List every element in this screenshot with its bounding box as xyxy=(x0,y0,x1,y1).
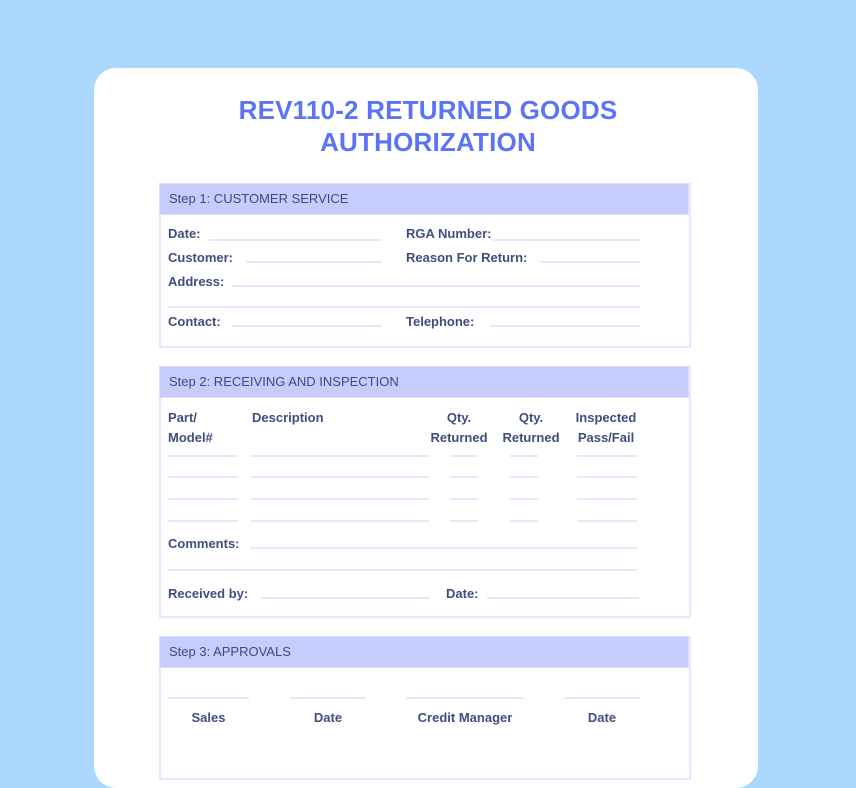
address-field-2[interactable] xyxy=(168,306,640,308)
qty1-cell[interactable] xyxy=(450,476,478,478)
col-qty-returned-1: Qty. Returned xyxy=(430,410,488,445)
telephone-label: Telephone: xyxy=(406,314,475,329)
col-part: Part/ Model# xyxy=(168,410,213,445)
part-cell[interactable] xyxy=(168,455,238,457)
comments-field-1[interactable] xyxy=(250,547,637,549)
inspected-cell[interactable] xyxy=(577,498,637,500)
step2-section xyxy=(159,366,691,618)
inspected-cell[interactable] xyxy=(577,476,637,478)
reason-field[interactable] xyxy=(540,261,640,263)
qty1-cell[interactable] xyxy=(450,520,478,522)
credit-manager-label: Credit Manager xyxy=(417,710,513,725)
sales-date-label: Date xyxy=(313,710,343,725)
form-title xyxy=(0,94,856,158)
step3-header: Step 3: APPROVALS xyxy=(159,636,689,668)
col-description: Description xyxy=(252,410,324,425)
date-label: Date: xyxy=(168,226,201,241)
part-cell[interactable] xyxy=(168,498,238,500)
qty1-cell[interactable] xyxy=(450,498,478,500)
sales-date-field[interactable] xyxy=(290,697,366,699)
step1-header: Step 1: CUSTOMER SERVICE xyxy=(159,183,689,215)
form-title-line1: REV110-2 RETURNED GOODS xyxy=(238,95,618,125)
reason-label: Reason For Return: xyxy=(406,250,528,265)
qty2-cell[interactable] xyxy=(510,455,538,457)
qty2-cell[interactable] xyxy=(510,476,538,478)
contact-label: Contact: xyxy=(168,314,221,329)
customer-label: Customer: xyxy=(168,250,234,265)
description-cell[interactable] xyxy=(251,476,429,478)
credit-manager-date-label: Date xyxy=(587,710,617,725)
step2-header: Step 2: RECEIVING AND INSPECTION xyxy=(159,366,689,398)
part-cell[interactable] xyxy=(168,476,238,478)
description-cell[interactable] xyxy=(251,520,429,522)
comments-field-2[interactable] xyxy=(168,569,637,571)
address-label: Address: xyxy=(168,274,225,289)
date-field[interactable] xyxy=(209,239,382,241)
step3-section xyxy=(159,636,691,780)
inspected-cell[interactable] xyxy=(577,455,637,457)
part-cell[interactable] xyxy=(168,520,238,522)
description-cell[interactable] xyxy=(251,498,429,500)
comments-label: Comments: xyxy=(168,536,240,551)
address-field-1[interactable] xyxy=(232,285,640,287)
credit-manager-signature-field[interactable] xyxy=(406,697,524,699)
form-title-line2: AUTHORIZATION xyxy=(320,127,536,157)
received-date-label: Date: xyxy=(446,586,479,601)
credit-manager-date-field[interactable] xyxy=(564,697,640,699)
col-inspected: Inspected Pass/Fail xyxy=(575,410,637,445)
telephone-field[interactable] xyxy=(490,325,640,327)
description-cell[interactable] xyxy=(251,455,429,457)
rga-number-field[interactable] xyxy=(493,239,640,241)
sales-label: Sales xyxy=(191,710,226,725)
received-date-field[interactable] xyxy=(487,597,639,599)
received-by-label: Received by: xyxy=(168,586,249,601)
received-by-field[interactable] xyxy=(261,597,430,599)
qty2-cell[interactable] xyxy=(510,520,538,522)
sales-signature-field[interactable] xyxy=(168,697,249,699)
qty2-cell[interactable] xyxy=(510,498,538,500)
contact-field[interactable] xyxy=(232,325,382,327)
customer-field[interactable] xyxy=(246,261,382,263)
inspected-cell[interactable] xyxy=(577,520,637,522)
rga-number-label: RGA Number: xyxy=(406,226,492,241)
col-qty-returned-2: Qty. Returned xyxy=(502,410,560,445)
qty1-cell[interactable] xyxy=(450,455,478,457)
